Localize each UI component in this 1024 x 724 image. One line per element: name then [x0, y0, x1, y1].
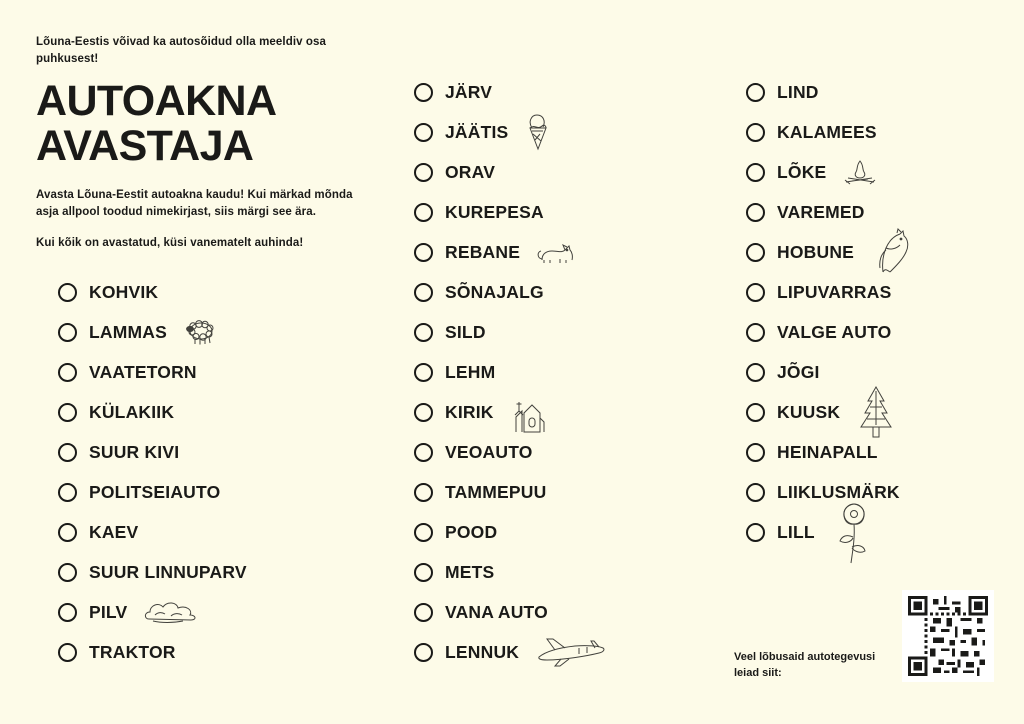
checklist-item[interactable]: [414, 192, 734, 232]
checklist-item[interactable]: [746, 232, 1024, 272]
checklist-item-label: KOHVIK: [89, 281, 159, 302]
checklist-item-label: LÕKE: [777, 161, 827, 182]
checkbox-circle[interactable]: [746, 363, 765, 382]
checklist-item[interactable]: [58, 472, 378, 512]
checkbox-circle[interactable]: [58, 283, 77, 302]
title-line-2: AVASTAJA: [36, 122, 254, 171]
checklist-column-left: [58, 272, 378, 672]
checkbox-circle[interactable]: [414, 283, 433, 302]
checklist-item-label: ORAV: [445, 161, 496, 182]
checklist-item-label: KAEV: [89, 521, 139, 542]
checklist-item-label: LIND: [777, 81, 819, 102]
checkbox-circle[interactable]: [414, 483, 433, 502]
checklist-item-label: SÕNAJALG: [445, 281, 544, 302]
church-doodle: [510, 391, 550, 433]
checklist-item-label: KIRIK: [445, 401, 494, 422]
checkbox-circle[interactable]: [414, 323, 433, 342]
checkbox-circle[interactable]: [746, 243, 765, 262]
checklist-item-label: LENNUK: [445, 641, 520, 662]
fox-doodle: [536, 240, 576, 264]
checkbox-circle[interactable]: [58, 323, 77, 342]
checkbox-circle[interactable]: [746, 483, 765, 502]
checkbox-circle[interactable]: [58, 643, 77, 662]
checklist-item[interactable]: [414, 112, 734, 152]
checklist-item-label: METS: [445, 561, 495, 582]
checkbox-circle[interactable]: [58, 563, 77, 582]
checkbox-circle[interactable]: [414, 563, 433, 582]
checklist-item[interactable]: [746, 72, 1024, 112]
description-text-2: Kui kõik on avastatud, küsi vanematelt auhinda!: [36, 237, 304, 250]
horse-doodle: [870, 228, 912, 276]
checklist-item[interactable]: [58, 632, 378, 672]
checkbox-circle[interactable]: [414, 523, 433, 542]
checklist-item[interactable]: [414, 472, 734, 512]
checkbox-circle[interactable]: [746, 323, 765, 342]
checkbox-circle[interactable]: [746, 523, 765, 542]
checklist-item[interactable]: [58, 392, 378, 432]
checkbox-circle[interactable]: [414, 403, 433, 422]
checklist-item-label: HEINAPALL: [777, 441, 878, 462]
checkbox-circle[interactable]: [58, 403, 77, 422]
checkbox-circle[interactable]: [414, 643, 433, 662]
checklist-item-label: PILV: [89, 601, 128, 622]
checklist-item-label: JÄÄTIS: [445, 121, 509, 142]
checklist-item-label: REBANE: [445, 241, 521, 262]
checklist-item[interactable]: [58, 512, 378, 552]
checklist-item[interactable]: [414, 512, 734, 552]
checkbox-circle[interactable]: [746, 443, 765, 462]
checklist-item-label: JÕGI: [777, 361, 820, 382]
checklist-item[interactable]: [746, 112, 1024, 152]
checklist-item-label: KÜLAKIIK: [89, 401, 175, 422]
spruce-doodle: [856, 385, 896, 439]
checkbox-circle[interactable]: [58, 363, 77, 382]
checklist-item[interactable]: [746, 272, 1024, 312]
checklist-item-label: KUUSK: [777, 401, 841, 422]
checklist-item[interactable]: [746, 312, 1024, 352]
checklist-item[interactable]: [414, 352, 734, 392]
checklist-item[interactable]: [58, 592, 378, 632]
checklist-item[interactable]: [58, 552, 378, 592]
checklist-item-label: VALGE AUTO: [777, 321, 892, 342]
checklist-item-label: SUUR LINNUPARV: [89, 561, 247, 582]
qr-code[interactable]: [902, 590, 994, 682]
checklist-item-label: VAATETORN: [89, 361, 197, 382]
checklist-item-label: POLITSEIAUTO: [89, 481, 221, 502]
checklist-item[interactable]: [414, 552, 734, 592]
title-line-1: AUTOAKNA: [36, 77, 277, 126]
checklist-item-label: LILL: [777, 521, 815, 542]
checklist-item[interactable]: [746, 472, 1024, 512]
checklist-item[interactable]: [414, 72, 734, 112]
checklist-item[interactable]: [414, 432, 734, 472]
checkbox-circle[interactable]: [58, 483, 77, 502]
checkbox-circle[interactable]: [746, 283, 765, 302]
checklist-item-label: SUUR KIVI: [89, 441, 180, 462]
checklist-column-right: [746, 72, 1024, 552]
icecream-doodle: [524, 112, 552, 152]
checklist-item[interactable]: [746, 192, 1024, 232]
checklist-item[interactable]: [58, 272, 378, 312]
header-block: [36, 34, 376, 269]
checklist-item-label: KUREPESA: [445, 201, 544, 222]
checklist-item-label: LIIKLUSMÄRK: [777, 481, 900, 502]
checklist-item[interactable]: [746, 512, 1024, 552]
checklist-item[interactable]: [414, 152, 734, 192]
checkbox-circle[interactable]: [746, 403, 765, 422]
checklist-item[interactable]: [58, 352, 378, 392]
checklist-item-label: TRAKTOR: [89, 641, 176, 662]
checkbox-circle[interactable]: [414, 163, 433, 182]
checklist-item-label: POOD: [445, 521, 498, 542]
checklist-item[interactable]: [58, 432, 378, 472]
checkbox-circle[interactable]: [414, 243, 433, 262]
checklist-item-label: VEOAUTO: [445, 441, 533, 462]
checklist-item-label: LIPUVARRAS: [777, 281, 892, 302]
checklist-item[interactable]: [414, 232, 734, 272]
page-title: [36, 77, 376, 171]
airplane-doodle: [535, 635, 607, 669]
flower-doodle: [831, 499, 877, 565]
checkbox-circle[interactable]: [414, 83, 433, 102]
checkbox-circle[interactable]: [58, 603, 77, 622]
cloud-doodle: [143, 599, 201, 625]
checklist-item[interactable]: [746, 392, 1024, 432]
checklist-item[interactable]: [414, 392, 734, 432]
checklist-item[interactable]: [58, 312, 378, 352]
checkbox-circle[interactable]: [414, 363, 433, 382]
intro-text: Lõuna-Eestis võivad ka autosõidud olla meeldiv osa puhkusest!: [36, 36, 327, 65]
qr-note: Veel lõbusaid autotegevusi leiad siit:: [734, 651, 876, 679]
checklist-item[interactable]: [746, 152, 1024, 192]
checkbox-circle[interactable]: [746, 83, 765, 102]
checklist-item[interactable]: [414, 632, 734, 672]
checklist-item-label: KALAMEES: [777, 121, 877, 142]
checklist-item[interactable]: [414, 312, 734, 352]
checkbox-circle[interactable]: [414, 443, 433, 462]
checkbox-circle[interactable]: [746, 203, 765, 222]
checkbox-circle[interactable]: [58, 443, 77, 462]
checkbox-circle[interactable]: [414, 123, 433, 142]
checklist-item-label: VANA AUTO: [445, 601, 548, 622]
checklist-item-label: SILD: [445, 321, 486, 342]
checklist-item-label: VAREMED: [777, 201, 865, 222]
sheep-doodle: [183, 318, 219, 346]
checkbox-circle[interactable]: [414, 203, 433, 222]
checklist-column-middle: [414, 72, 734, 672]
checkbox-circle[interactable]: [58, 523, 77, 542]
checklist-item-label: LEHM: [445, 361, 496, 382]
checklist-item-label: LAMMAS: [89, 321, 167, 342]
checklist-item-label: JÄRV: [445, 81, 493, 102]
checkbox-circle[interactable]: [746, 163, 765, 182]
checklist-item[interactable]: [414, 592, 734, 632]
campfire-doodle: [842, 158, 878, 186]
checklist-item[interactable]: [414, 272, 734, 312]
checklist-item-label: HOBUNE: [777, 241, 855, 262]
checkbox-circle[interactable]: [414, 603, 433, 622]
description-text: Avasta Lõuna-Eestit autoakna kaudu! Kui märkad mõnda asja allpool toodud nimekirjast, siis märgi see ära.: [36, 188, 353, 219]
checkbox-circle[interactable]: [746, 123, 765, 142]
checklist-item-label: TAMMEPUU: [445, 481, 547, 502]
